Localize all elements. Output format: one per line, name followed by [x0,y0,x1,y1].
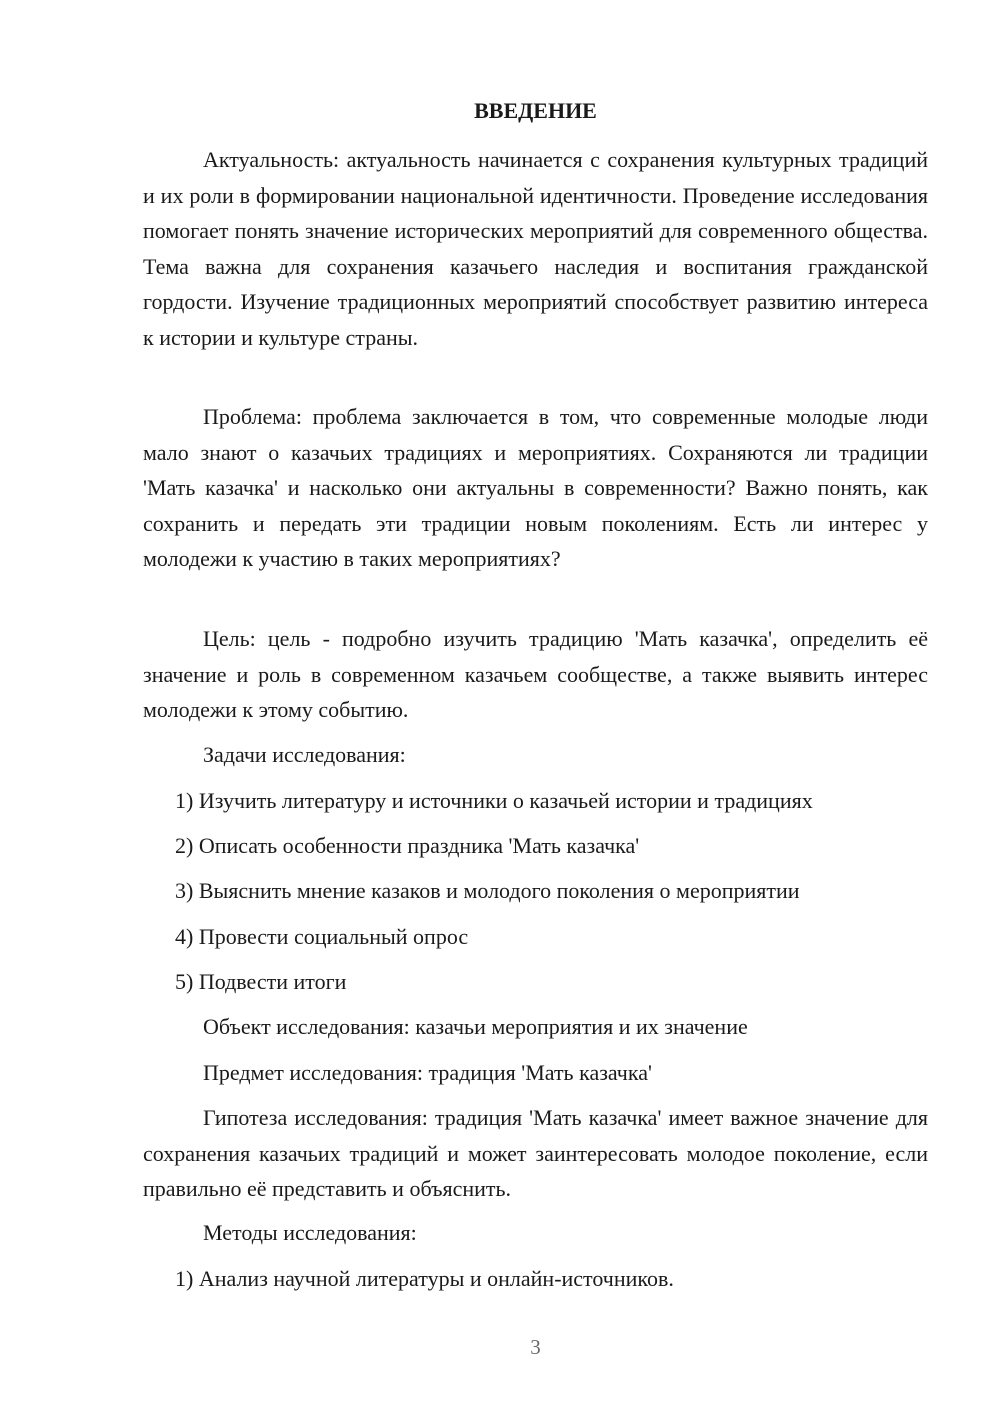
methods-heading: Методы исследования: [203,1220,417,1245]
page-number: 3 [530,1335,541,1359]
relevance-paragraph: Актуальность: актуальность начинается с сохранения культурных традиций и их роли в формировании национальной идентичности. Проведение исследования помогает понять значение исторических мероприятий для современного общества. Тема важна для сохранения казачьего наследия и воспитания гражданской гордости. Изучение традиционных мероприятий способствует развитию интереса к истории и культуре страны. [143,147,928,350]
task-item-2: 2) Описать особенности праздника 'Мать казачка' [175,833,640,858]
problem-paragraph: Проблема: проблема заключается в том, что современные молодые люди мало знают о казачьих традициях и мероприятиях. Сохраняются ли традиции 'Мать казачка' и насколько они актуальны в современности? Важно понять, как сохранить и передать эти традиции новым поколениям. Есть ли интерес у молодежи к участию в таких мероприятиях? [143,404,928,571]
task-item-3: 3) Выяснить мнение казаков и молодого поколения о мероприятии [175,878,800,903]
hypothesis-paragraph: Гипотеза исследования: традиция 'Мать казачка' имеет важное значение для сохранения казачьих традиций и может заинтересовать молодое поколение, если правильно её представить и объяснить. [143,1105,928,1201]
tasks-heading: Задачи исследования: [203,742,406,767]
research-subject: Предмет исследования: традиция 'Мать казачка' [203,1060,652,1085]
task-item-5: 5) Подвести итоги [175,969,347,994]
research-object: Объект исследования: казачьи мероприятия и их значение [203,1014,748,1039]
goal-paragraph: Цель: цель - подробно изучить традицию 'Мать казачка', определить её значение и роль в современном казачьем сообществе, а также выявить интерес молодежи к этому событию. [143,626,928,722]
method-item-1: 1) Анализ научной литературы и онлайн-источников. [175,1266,674,1291]
task-item-1: 1) Изучить литературу и источники о казачьей истории и традициях [175,788,813,813]
section-title: ВВЕДЕНИЕ [474,98,597,123]
task-item-4: 4) Провести социальный опрос [175,924,469,949]
